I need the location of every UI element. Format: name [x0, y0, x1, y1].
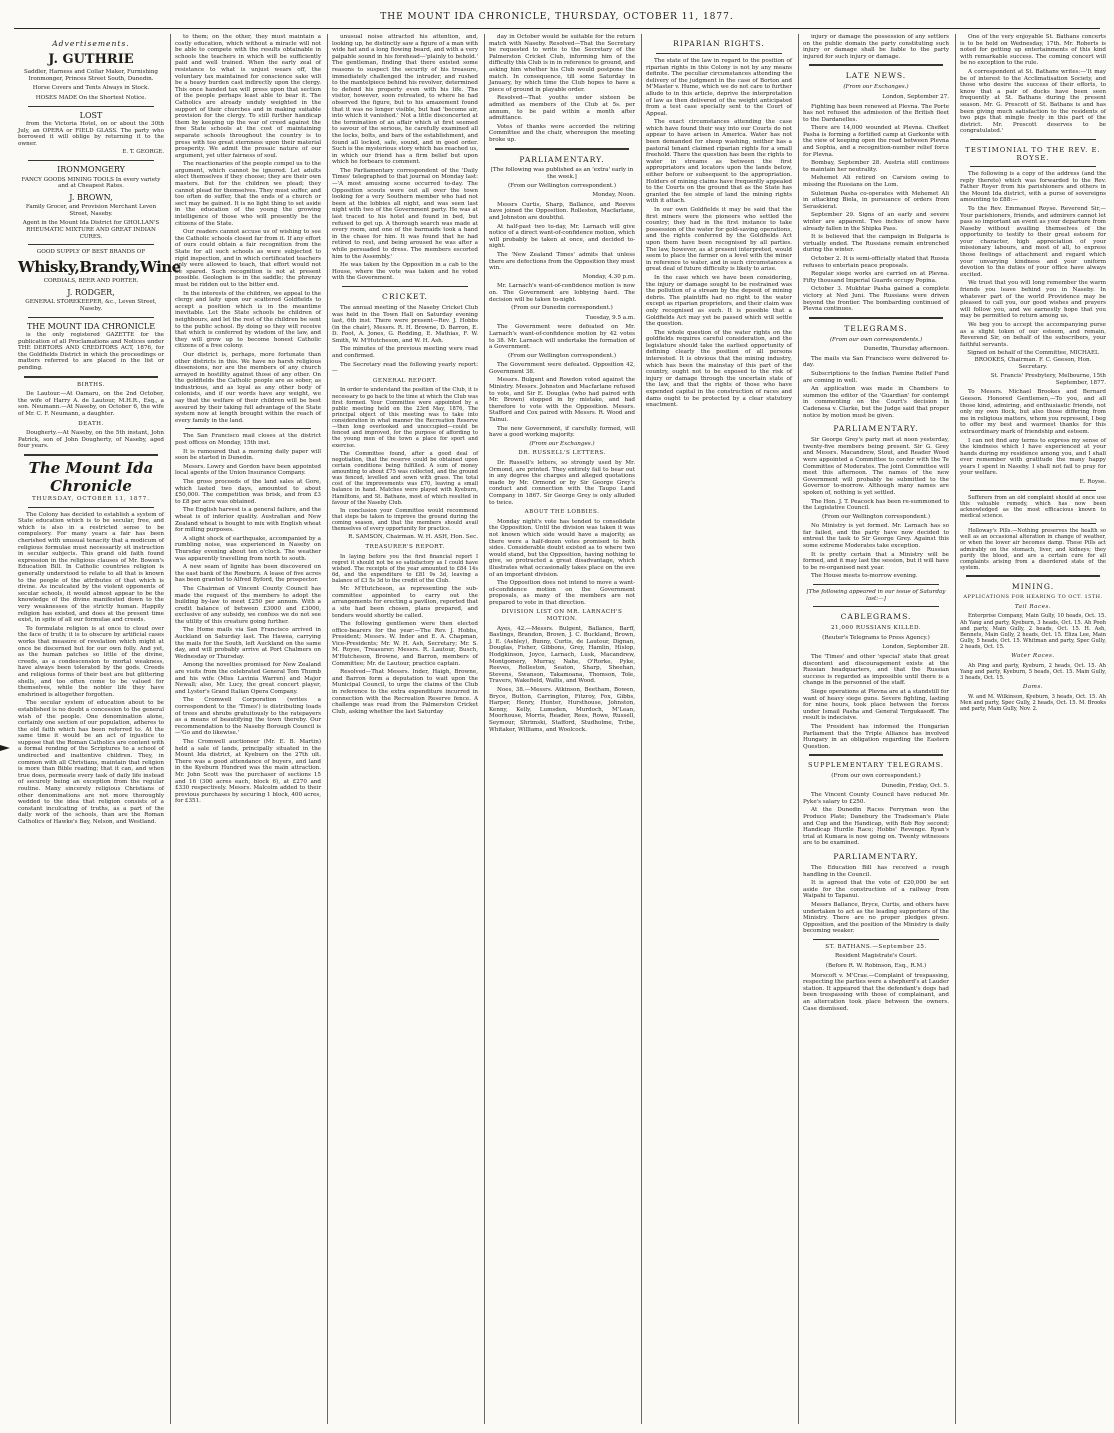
st-bathans-heading: ST. BATHANS.—September 25.	[825, 943, 927, 950]
divider	[28, 317, 154, 318]
late-news-date: London, September 27.	[882, 93, 949, 100]
supplementary-item: The Vincent County Council have reduced Mr. Pyke's salary to £250.	[803, 792, 949, 805]
testimonial-paragraph: We beg you to accept the accompanying purse as a slight token of our esteem, and remain, Reverend Sir, on behalf of the subscribers, your faithful servants.	[960, 322, 1106, 348]
report-paragraph: In order to understand the position of the Club, it is necessary to go back to the time at which the Club was first formed. Your Committee were appointed by a public meeting held on the 23rd May, 1876, The principal object of this meeting was to take into consideration in what manner the Recreation Reserve—then long overlooked and unoccupied—could be fenced and improved, for the purpose of affording to the young men of the town a place for sport and exercise.	[332, 387, 478, 449]
parliamentary-paragraph: The House meets to-morrow evening.	[811, 573, 918, 580]
ad-ironmongery-text3: Agent in the Mount Ida District for GHOLLAN'S RHEUMATIC MIXTURE AND GREAT INDIAN CURES.	[22, 220, 160, 240]
double-divider	[495, 148, 629, 150]
news-item: The Cromwell auctioneer (Mr. E. B. Martin) held a sale of lands, principally situated in the Mount Ida district, at Kyeburn on the 27th ult. There was a good attendance of buyers, and land in the Kyeburn Hundred was the main attraction. Mr. John Scott was the purchaser of sections 15 and 16 (300 acres each, block 6), at £270 and £330 respectively. Messrs. Malcolm added to their previous purchases by securing 1 block, 400 acres, for £351.	[175, 738, 321, 805]
parliamentary-paragraph: Messrs Curtis, Sharp, Ballance, and Reeves have joined the Opposition. Rolleston, Macfarlane, and Johnston are doubtful.	[489, 201, 635, 222]
parliamentary-note: [The following was published as an 'extra' early in the week.]	[490, 167, 634, 181]
riparian-paragraph: In our own Goldfields it may be said that the first miners were the pioneers who settled the country; they had in the first instance to take possession of the water for gold-saving operations, and the rights conferred by the Goldfields Act upon them have been recognised by all parties. The law, however, as at present interpreted, would seem to place the farmer on a level with the miner in reference to water, and in such circumstances a great deal of future difficulty is likely to arise.	[646, 207, 792, 273]
ad-pills: Holloway's Pills.—Nothing preserves the health so well as an occasional alteration in change of weather, or when the lower air becomes damp. These Pills act admirably on the stomach, liver, and kidneys; they purify the blood, and are a certain cure for all complaints arising from a disordered state of the system.	[960, 528, 1106, 571]
news-item: The Home mails via San Francisco arrived in Auckland on Saturday last. The Hawea, carrying the mails for the South, left Auckland on the same day, and will probably arrive at Port Chalmers on Wednesday or Thursday.	[175, 627, 321, 660]
column-6	[803, 34, 949, 1424]
ad-spirits-text2: GENERAL STOREKEEPER, &c., Leven Street, Naseby.	[25, 299, 157, 312]
cablegrams-subhead: 21,000 RUSSIANS KILLED.	[830, 625, 922, 632]
russell-heading: DR. RUSSELL'S LETTERS.	[518, 450, 606, 457]
parliamentary-paragraph: The 'New Zealand Times' admits that unless there are defections from the Opposition they must win.	[489, 251, 635, 272]
saturday-note: [The following appeared in our issue of Saturday last:—]	[806, 589, 946, 602]
section-title-testimonial: TESTIMONIAL TO THE REV. E. ROYSE.	[965, 145, 1101, 162]
mining-subhead: APPLICATIONS FOR HEARING TO OCT. 15TH.	[963, 593, 1103, 600]
column-rule	[798, 34, 799, 1424]
pointing-hand-icon	[0, 745, 10, 751]
head-rule	[14, 28, 1100, 29]
treasurer-heading: TREASURER'S REPORT.	[365, 543, 445, 550]
column-3	[332, 34, 478, 1424]
division-heading: DIVISION LIST ON MR. LARNACH'S MOTION.	[501, 609, 623, 623]
divider	[813, 939, 939, 940]
parliamentary-source: (From our Wellington correspondent.)	[821, 513, 931, 520]
leader-paragraph: In the interests of the children, we appeal to the clergy and laity upon our scattered Goldfields to accept a position which is in the meantime inevitable. Let the State schools be children of neighbours, and let the rest of the children be sent to the public school. By doing so they will receive that which is conferred by wisdom of the law, and they will grow up to become honest Catholic citizens of a free colony.	[175, 290, 321, 350]
riparian-paragraph: injury or damage the possession of any settlers on the public domain the party constituting such injury or damage shall be liable to the party injured for such injury or damage.	[803, 34, 949, 60]
divider	[970, 166, 1096, 167]
ad-ironmongery-head: IRONMONGERY	[57, 165, 125, 175]
parliamentary-date: Monday, Noon.	[592, 192, 635, 199]
parliamentary-paragraph: Sir George Grey's party met at noon yesterday, twenty-five members being present. Sir G. Grey and Messrs. Macandrew, Stout, and Reader Wood were appointed a Committee to confer with the Te Committee of Moderates. The joint Committee will meet this afternoon. The names of the new Government will probably be submitted to the Governor to-morrow. Although many names are spoken of, nothing is yet settled.	[803, 437, 949, 496]
late-news-item: September 29. Signs of an early and severe winter are apparent. Two inches of snow have already fallen in the Shipka Pass.	[803, 212, 949, 232]
column-2	[175, 34, 321, 1424]
cablegrams-source: (Reuter's Telegrams to Press Agency.)	[822, 634, 930, 641]
parliamentary-paragraph: The new Government, if carefully formed, will have a good working majority.	[489, 425, 635, 439]
report-paragraph: In conclusion your Committee would recommend that steps be taken to improve the ground during the coming season, and that the members should avail themselves of every opportunity for practice.	[332, 507, 478, 533]
supplementary-item: At the Dunedin Races Ferryman won the Produce Plate; Danebury the Tradesman's Plate and Cup and the Handicap, with Rob Roy second; Handicap Hurdle Race; Hobbs' Revenge. Ryan's trial at Kumara is now going on. Twenty witnesses are to be examined.	[803, 807, 949, 847]
divider	[970, 139, 1096, 140]
supplementary-source: (From our own correspondent.)	[831, 773, 921, 780]
double-divider	[966, 575, 1100, 577]
divider	[28, 507, 154, 508]
parliamentary-paragraph: It is agreed that the vote of £20,000 be set aside for the construction of a railway from Waipahi to Tapanui.	[803, 880, 949, 900]
parliamentary-source: (From our Wellington correspondent.)	[507, 352, 617, 359]
reply-paragraph: I can not find any terms to express my sense of the kindness which I have experienced at your hands during my residence among you, and I shall ever remember with gratitude the many happy years I spent in Naseby. I shall not fail to pray for your welfare.	[960, 437, 1106, 477]
ad-ironmongery-text: FANCY GOODS MINING TOOLS In every variety and at Cheapest Rates.	[21, 176, 161, 190]
lobbies-paragraph: The Opposition does not intend to move a want-of-confidence motion on the Government proposals, as many of the members are not prepared to vote in that direction.	[489, 580, 635, 606]
running-head: THE MOUNT IDA CHRONICLE, THURSDAY, OCTOBER 11, 1877.	[380, 12, 734, 22]
lobbies-heading: ABOUT THE LOBBIES.	[524, 509, 600, 516]
ad-spirits-big: Whisky,Brandy,Wine	[18, 257, 181, 276]
late-news-item: Regular siege works are carried on at Plevna. Fifty thousand Imperial Guards occupy Popina.	[803, 271, 949, 284]
parliamentary-date: Monday, 4.30 p.m.	[582, 273, 635, 280]
testimonial-signature: Signed on behalf of the Committee, MICHAEL BROOKES, Chairman. F. C. Geeson, Hon. Secretary.	[967, 350, 1099, 370]
reply-paragraph: To Messrs. Michael Brookes and Bernard Geeson. Honored Gentlemen,—To you, and all those kind, admiring, and enthusiastic friends, not only my own flock, but also those differing from me in religious matters, whom you represent, I beg to offer my best and warmest thanks for this extraordinary mark of friendship and esteem.	[960, 389, 1107, 435]
parliamentary-paragraph: At half-past two to-day, Mr. Larnach will give notice of a direct want-of-confidence motion, which will probably be taken at once, and decided to-night.	[489, 223, 635, 250]
ad-guthrie-text3: HOSES MADE On the Shortest Notice.	[35, 95, 147, 102]
news-item: The San Francisco mail closes at the district post offices on Monday, 15th inst.	[175, 433, 321, 447]
section-title-late-news: LATE NEWS.	[845, 71, 907, 81]
divider	[342, 286, 468, 287]
parliamentary-paragraph: The Education Bill has received a rough handling in the Council.	[803, 864, 949, 878]
cablegram-item: The 'Times' and other 'special' state that great discontent and discouragement exists at the Russian headquarters, and that the Russian success is regarded as impossible until there is a change in the personnel of the staff.	[803, 653, 949, 687]
parliamentary-paragraph: No Ministry is yet formed. Mr. Larnach has so far failed, and the party have now decided to entreat the task to Sir George Grey. Against this some extreme Moderates take exception.	[803, 523, 949, 550]
parliamentary-paragraph: It is pretty certain that a Ministry will be formed, and it may last the session, but it will have to be re-organised next year.	[803, 551, 949, 571]
column-rule	[327, 34, 328, 1424]
cablegrams-date: London, September 28.	[882, 644, 949, 651]
exchanges-heading: (From our Exchanges.)	[529, 440, 595, 447]
division-ayes: Ayes, 42.—Messrs. Bulgent, Ballance, Barff, Bastings, Brandon, Brown, J. C. Buckland, Brown, J. E. (Ashley), Bunny, Curtis, de Lautour, Dignan, Douglas, Fisher, Gibbons, Grey, Hamlin, Hislop, Hodgkinson, Joyce, Larnach, Lusk, Macandrew, Montgomery, Murray, Nahe, O'Rorke, Pyke, Reeves, Rolleston, Seaton, Sharp, Sheehan, Stevens, Swanson, Takamoana, Thomson, Tole, Travers, Wakefield, Wallis, and Wood.	[489, 625, 635, 685]
riparian-paragraph: The whole question of the water rights on the goldfields requires careful consideration, and the legislature should take the earliest opportunity of defining clearly the position of all persons interested. It is obvious that the mining industry, which has been the mainstay of this part of the country, ought not to be exposed to the risk of injury or damage through the uncertain state of the law, and that the rights of those who have expended capital in the construction of races and dams ought to be protected by a clear statutory enactment.	[646, 329, 792, 409]
double-divider	[809, 64, 943, 66]
column-7	[960, 34, 1106, 1424]
section-title-parliamentary-2: PARLIAMENTARY.	[833, 424, 919, 434]
section-title-supplementary: SUPPLEMENTARY TELEGRAMS.	[807, 761, 944, 770]
st-bathans-before: (Before R. W. Robinson, Esq., R.M.)	[825, 963, 927, 970]
telegrams-source: (From our own correspondents.)	[829, 336, 923, 343]
news-item: The English harvest is a general failure, and the wheat is of inferior quality. Australian and New Zealand wheat is bought to mix with English wheat for milling purposes.	[175, 507, 321, 534]
double-divider	[24, 376, 158, 378]
telegram-item: The mails via San Francisco were delivered to-day.	[803, 355, 949, 369]
births-text: De Lautour.—At Oamaru, on the 2nd October, the wife of Harry A. de Lautour, M.H.R., Esq., a son. Neumann.—At Naseby, on October 6, the wife of Mr. C. F. Neumann, a daughter.	[18, 391, 164, 417]
report-signature: R. SAMSON, Chairman. W. H. ASH, Hon. Sec.	[348, 534, 478, 541]
treasurer-paragraph: In laying before you the first financial report I regret it should not be so satisfactory as I could have wished. The receipts of the year amounted to £84 14s 6d, and the expenditure to £81 9s 3d, leaving a balance of £3 5s 3d to the credit of the Club.	[332, 553, 478, 585]
testimonial-paragraph: We trust that you will long remember the warm friends you leave behind you in Naseby. In whatever part of the world Providence may be pleased to call you, our good wishes and prayers will follow you, and we earnestly hope that you may be permitted to return among us.	[960, 280, 1106, 320]
news-item: Messrs. Lowry and Gordon have been appointed local agents of the Union Insurance Company.	[175, 463, 321, 477]
double-divider	[24, 454, 158, 456]
late-news-item: Mehemet Ali retired on Carsiom owing to missing the Russians on the Lom.	[803, 175, 949, 189]
column-rule	[170, 34, 171, 1424]
news-item: The gross proceeds of the land sales at Gore, which lasted two days, amounted to about £50,000. The competition was brisk, and from £3 to £8 per acre was obtained.	[175, 479, 321, 505]
divider	[813, 584, 939, 585]
section-title-parliamentary-3: PARLIAMENTARY.	[833, 851, 919, 861]
report-heading: GENERAL REPORT.	[372, 377, 438, 384]
ad-spirits-text: CORDIALS, BEER AND PORTER.	[43, 278, 139, 285]
column-rule	[484, 34, 485, 1424]
st-bathans-court: Resident Magistrate's Court.	[835, 953, 917, 960]
divider	[813, 606, 939, 607]
parliamentary-paragraph: Mr. Larnach's want-of-confidence motion is now on. The Government are lobbying hard. The decision will be taken to-night.	[489, 283, 635, 303]
late-news-item: It is believed that the campaign in Bulgaria is virtually ended. The Russians remain entrenched during the winter.	[803, 234, 949, 254]
ad-lost-signature: E. T. GEORGE.	[122, 149, 164, 156]
column-1	[18, 34, 181, 1424]
parliamentary-date: Tuesday, 9.5 a.m.	[585, 314, 635, 321]
news-item: One of the very enjoyable St. Bathans concerts is to be held on Wednesday, 17th. Mr. Roberts is noted for getting up entertainments of this kind with remarkable success. The coming concert will be no exception to the rule.	[960, 34, 1106, 67]
late-news-item: October 3. Mukhtar Pasha gained a complete victory at Ned Juni. The Russians were driven beyond the frontier. The bombarding continued of Plevna continues.	[803, 286, 949, 313]
leader-paragraph: The reactionaries of the people compel us to the argument, which cannot be ignored. Let adults elect themselves if they choose; they are their own masters. But for the children we plead; they cannot plead for themselves. They must suffer, and too often do suffer, that the ends of a church or sect may be gained. It is no light thing to set aside in the education of the young the growing intelligence of those who will presently be the citizens of the State.	[175, 161, 321, 227]
news-item: A slight shock of earthquake, accompanied by a rumbling noise, was experienced in Naseby on Thursday evening about ten o'clock. The weather was apparently travelling from north to south.	[175, 535, 321, 562]
death-heading: DEATH.	[78, 420, 104, 427]
news-paragraph: He was taken by the Opposition in a cab to the House, where the vote was taken and he voted with the Government.	[332, 262, 478, 282]
double-divider	[809, 754, 943, 756]
divider	[656, 53, 782, 54]
cricket-paragraph: The annual meeting of the Naseby Cricket Club was held in the Town Hall on Saturday evening last, 6th inst. There were present—Rev. J. Hobbs (in the chair), Messrs. R. H. Browne, D. Barron, E. D. Foot, A. Jones, G. Redding, E. Mathias, F. W. Smith, W. M'Hutcheson, and W. H. Ash.	[332, 304, 478, 344]
mining-dams: Dams.	[1022, 684, 1044, 691]
division-noes: Noes, 38.—Messrs. Atkinson, Beetham, Bowen, Bryce, Button, Carrington, Fitzroy, Fox, Gibbs, Harper, Henry, Hunter, Hursthouse, Johnston, Kenny, Kelly, Lumsden, Murdoch, M'Lean, Moorhouse, Morris, Reader, Rees, Rowe, Russell, Seymour, Shrimski, Stafford, Studholme, Tribe, Whitaker, Williams, and Woolcock.	[489, 687, 635, 733]
ad-guthrie-text2: Horse Covers and Tents Always in Stock.	[32, 85, 150, 92]
column-4	[489, 34, 635, 1424]
ad-ironmongery-name: J. BROWN,	[69, 192, 113, 202]
ad-chronicle-text: is the only registered GAZETTE for the publication of all Proclamations and Notices under THE DEBTORS AND CREDITORS ACT, 1876, for the Goldfields District in which the proceedings or matters referred to are placed in the list or pending.	[18, 332, 164, 371]
mining-water-races: Water Races.	[1011, 653, 1055, 660]
births-heading: BIRTHS.	[77, 381, 105, 388]
leader-paragraph: Our district is, perhaps, more fortunate than other districts in this. We have no harsh religious dissensions, nor are the members of any church arrayed in hostility against those of any other. On the goldfields the Catholic people are as sober, as industrious, and as loyal as any other body of colonists, and if our words have any weight, we say that the welfare of their children will be best assured by their taking full advantage of the State system now at length brought within the reach of every family in the land.	[175, 351, 321, 424]
late-news-item: There are 14,000 wounded at Plevna. Chefket Pasha is forming a fortified camp at Gurkonte with the view of keeping open the road between Plevna and Sophia, and a recognition-number relief force for Plevna.	[803, 125, 949, 158]
divider	[970, 523, 1096, 524]
parliamentary-paragraph: The Government were defeated. Opposition 42, Government 38.	[489, 362, 635, 375]
parliamentary-paragraph: The Government were defeated on Mr. Larnach's want-of-confidence motion by 42 votes to 38. Mr. Larnach will undertake the formation of a Government.	[489, 324, 635, 351]
cricket-paragraph: Resolved—That youths under sixteen be admitted as members of the Club at 5s. per annum, to be paid within a month after admittance.	[489, 95, 635, 122]
leader-paragraph: to them; on the other, they must maintain a costly education, which without a miracle will not be able to compete with the results obtainable in schools the teachers in which will be sufficiently paid and well trained. When the early zeal of resistance to what is unjust wears off, the voluntary tax maintained for conscience sake will be a heavy burden cast indirectly upon the clergy. This once handed tax will press upon that section of the people perhaps least able to bear it. The Catholics are already unduly weighted in the support of their churches and in making suitable provision for the clergy. To still further handicap them by keeping up the war of creed against the free State schools at the cost of maintaining separate schools throughout the country is to press with too great sternness upon their material prosperity. We admit the prosaic nature of our argument, yet utter fairness of soul.	[175, 34, 321, 159]
mining-list: Ah Ping and party, Kyeburn, 2 heads, Oct. 15. Ah Yang and party, Kyeburn, 5 heads, Oct. 15. Main Gully, 3 heads, Oct. 15.	[960, 662, 1106, 682]
divider	[28, 244, 154, 245]
late-news-source: (From our Exchanges.)	[843, 84, 909, 91]
ad-lost-text: from the Victoria Hotel, on or about the 30th July, an OPERA or FIELD GLASS. The party who borrowed it will oblige by returning it to the owner.	[18, 121, 164, 147]
telegram-item: An application was made in Chambers to summon the editor of the 'Guardian' for contempt in commenting on the Court's decision in Cadenesa v. Clarke, but the Judge said that proper notice by motion must be given.	[803, 386, 949, 419]
dateline: THURSDAY, OCTOBER 11, 1877.	[32, 496, 150, 503]
cricket-paragraph: Votes of thanks were accorded the retiring Committee and the chair, whereupon the meeting broke up.	[489, 123, 635, 143]
ad-guthrie-text: Saddler, Harness and Collar Maker, Furnishing Ironmonger, Princes Street South, Dunedin.	[23, 69, 159, 82]
divider	[185, 428, 311, 429]
riparian-paragraph: The state of the law in regard to the position of riparian rights in this Colony is not by any means definite. The peculiar circumstances attending the delivery of the judgment in the case of Borton and M'Master v. Hume, which we do not care to further allude to in this article, deprive the interpretation of law as then delivered of the weight anticipated from a test case specially sent to the Court of Appeal.	[646, 57, 793, 117]
parliamentary-source: (From our Dunedin correspondent.)	[511, 305, 613, 312]
mining-list: W. and M. Wilkinson, Kyeburn, 3 heads, Oct. 15. Ah Men and party, Spec Gully, 2 heads, Oct. 15. M. Brooks and party, Main Gully, Nov. 2.	[960, 693, 1106, 713]
news-item: The Chairman of Vincent County Council has made the request of the members to adopt the building by-law to meet £250 per annum. With a credit balance of between £3000 and £3000, exclusive of any subsidy, we confess we do not see the utility of this creature going further.	[175, 585, 321, 625]
newspaper-title: The Mount Ida Chronicle	[28, 458, 154, 495]
cricket-paragraph: Resolved—That Messrs. Inder, Haigh, Browne, and Barron form a deputation to wait upon the Municipal Council, to urge the claims of the Club in reference to the extra expenditure incurred in connection with the Recreation Reserve fence. A challenge was read from the Palmerston Cricket Club, asking whether the last Saturday	[332, 669, 478, 715]
news-item: The Cromwell Corporation (writes a correspondent to the 'Times') is distributing loads of trees and shrubs gratuitously to the ratepayers as a means of beautifying the town thereby. Our recommendation to the Naseby Borough Council is—'Go and do likewise.'	[175, 697, 321, 737]
cricket-paragraph: The Secretary read the following yearly report:—	[332, 361, 478, 375]
cricket-paragraph: day in October would be suitable for the return match with Naseby. Resolved—That the Secretary be requested to write to the Secretary of the Palmerston Cricket Club, informing him of the difficulty this Club is in in reference to ground, and asking him whether his Club would postpone the match. In consequence, till some Saturday in January, by which time the Club hopes to have a piece of ground in playable order.	[489, 34, 635, 93]
parliamentary-paragraph: Messrs Ballance, Bryce, Curtis, and others have undertaken to act as the leading supporters of the Ministry. There are no proper pledges given. Opposition, and the position of the Ministry is daily becoming weaker.	[803, 901, 949, 935]
late-news-item: Bombay, September 28. Austria still continues to maintain her neutrality.	[803, 160, 949, 173]
section-title-mining: MINING.	[1011, 582, 1055, 592]
section-title-riparian: RIPARIAN RIGHTS.	[673, 39, 765, 48]
telegrams-date: Dunedin, Thursday afternoon.	[863, 346, 949, 353]
st-bathans-item: Morscoft v. M'Crae.—Complaint of trespassing, respecting the parties were a shepherd's at Lauder station. It appeared that the defendant's dogs had been trespassing with those of complainant, and an altercation took place between the owners. Case dismissed.	[803, 972, 949, 1012]
ad-cure: Sufferers from an old complaint should at once use this valuable remedy, which has now been acknowledged as the most efficacious known to medical science.	[960, 494, 1106, 520]
divider	[28, 160, 154, 161]
leader-paragraph: The secular system of education about to be established is no doubt a concession to the general wish of the people. One denomination alone, certainly one section of our population, adheres to the old faith which has been referred to. At the same time it would be an act of injustice to suppose that the Roman Catholics are content with a formal rending of the Scriptures to a school of undirected and inattentive children. They, in common with all Christians, maintain that religion is more than Bible reading; that it can, and when true does, permeate every task of daily life instead of securely being an exception from the regular routine. Many sincerely religious Christians of other denominations are not more thoroughly wedded to the idea that religion consists of a constant inculcating of truths, as a part of the daily work of the schools, than are the Roman Catholics of Hawke's Bay, Nelson, and Westland.	[18, 700, 164, 825]
supplementary-date: Dunedin, Friday, Oct. 5.	[881, 782, 949, 789]
leader-paragraph: Our readers cannot accuse us of wishing to see the Catholic schools closed far from it. If any effort of ours could obtain a fair recognition from the State for all such schools as were subjected to rigid inspection, and in which certificated teachers only were allowed to teach, that effort would not be spared. Such recognition is not at present possible. Geologism is in the saddle; the phrenzy must be ridden out to the bitter end.	[175, 229, 321, 288]
mining-tail-races: Tail Races.	[1014, 603, 1052, 610]
ad-spirits-name: J. RODGER,	[67, 287, 115, 297]
mining-list: Enterprise Company, Main Gully, 10 heads, Oct. 15. Ah Yang and party, Kyeburn, 3 heads, Oct. 15. Ah Pooh and party, Main Gully, 2 heads, Oct. 15. H. Ash, Bennets, Main Gully, 2 heads, Oct. 15. Eliza Lee, Main Gully, 5 heads, Oct. 15. Whitman and party, Spec Gully, 2 heads, Oct. 15.	[960, 613, 1106, 651]
death-text: Dougherty.—At Naseby, on the 5th instant, John Patrick, son of John Dougherty, of Naseby, aged four years.	[18, 430, 164, 450]
parliamentary-source: (From our Wellington correspondent.)	[507, 182, 617, 189]
parliamentary-paragraph: The Hon. J. T. Peacock has been re-summoned to the Legislative Council.	[803, 498, 949, 512]
cricket-paragraph: Mr. M'Hutcheson, as representing the sub-committee appointed to carry out the arrangements for erecting a pavilion, reported that a site had been chosen, plans prepared, and tenders would shortly be called.	[332, 586, 478, 619]
reply-heading: St. Francis' Presbytery, Melbourne, 15th September, 1877.	[990, 373, 1106, 386]
leader-paragraph: To formulate religion is at once to cloud over the face of truth; it is to obscure by artificial cases works that measure of revelation which might at once be discerned but for our own folly. And yet, as the human patches so little of the divine, creeds, as a condescension to mortal weakness, have always been tolerated by the gods. Creeds and religious forms of their best are but glittering shells, and too often come to be valued for themselves, while the nobler life they have enshrined is altogether forgotten.	[18, 625, 164, 698]
news-item: Among the novelties promised for New Zealand are visits from the celebrated General Tom Thumb and his wife (Miss Lavinia Warren) and Major Newall; also, Mr. Lucy, the great concert player, and Lyster's Grand Italian Opera Company.	[175, 662, 321, 695]
section-title-parliamentary: PARLIAMENTARY.	[519, 154, 605, 164]
ad-lost-head: LOST	[79, 110, 103, 120]
double-divider	[809, 317, 943, 319]
news-item: A new seam of lignite has been discovered on the east bank of the Rowburn. A lease of five acres has been granted to Alfred Byford, the prospector.	[175, 564, 321, 584]
column-5	[646, 34, 792, 1424]
cablegram-item: The President has informed the Hungarian Parliament that the Triple Alliance has involved Hungary in an obligation regarding the Eastern Question.	[803, 723, 949, 750]
riparian-paragraph: The exact circumstances attending the case which have found their way into our Courts do not appear to have arisen in America. Water has not been demanded for sheep washing, neither has a pastoral tenant claimed riparian rights for a small freehold. There the question has been the rights to water in streams as between the first appropriators and locators upon the lands below, either before or subsequent to the appropriation. Holders of mining claims have frequently appealed to the Courts on the ground that as the State has granted the fee simple of land the mining rights with it attach.	[646, 119, 792, 205]
testimonial-paragraph: The following is a copy of the address (and the reply thereto) which was forwarded to the Rev. Father Royer from his parishioners and others in the Mount Ida district, with a purse of sovereigns amounting to £88:—	[960, 170, 1106, 204]
cricket-paragraph: The following gentlemen were then elected office-bearers for the year:—The Rev. J. Hobbs, President; Messrs. W. Inder and E. A. Chapman, Vice-Presidents; Mr. W. H. Ash, Secretary; Mr. S. M. Royse, Treasurer; Messrs. R. Lautour, Busch, M'Hutcheson, Browne, and Barron, members of Committee; Mr. de Lautour, practice captain.	[332, 621, 478, 667]
ad-spirits-head: GOOD SUPPLY OF BEST BRANDS OF	[36, 249, 146, 256]
news-paragraph: unusual noise attracted his attention, and, looking up, he distinctly saw a figure of a man with wide hat and a long flowing beard, and with a very palpable sound in his forehead—'plainly to behold.' The gentleman, finding that there existed some reasons to suspect the security of his treasure, immediately challenged the intruder, and rushed to the mantelpiece behind his revolver, determined to defend his property even with his life. The visitor, however, soon retreated, to where he had observed the figure, but to his amazement found that it was no longer visible, but had 'become air, into which it vanished.' Not a little disconcerted at the termination of an affair which at first seemed to savour of the serious, he carefully examined all the locks, bolts, and bars of the establishment, and found all locked, safe, sound, and in good order. Such is the mysterious story which has reached us, in which our friend has a firm belief but upon which he forbears to comment.	[332, 34, 478, 166]
late-news-item: Suleiman Pasha co-operates with Mehemet Ali in attacking Biela, in pursuance of orders from Seraskierat.	[803, 190, 949, 210]
news-paragraph: The Parliamentary correspondent of the 'Daily Times' telegraphed to that journal on Monday last:—'A most amusing scene occurred to-day. The Opposition scouts were out all over the town looking for a very Southern member who had not been at the lobbies all night, and was seen last night with two of the Government party. He was at last traced to his hotel and found in bed, but refused to get up. A thorough search was made at every room, and one of the barmaids took a hand in the chase for him. It was found that he had retired to rest, and being aroused he was after a while persuaded to dress. The members escorted him to the Assembly.'	[332, 167, 478, 260]
leader-paragraph: The Colony has decided to establish a system of State education which is to be secular, free, and which is also in a restricted sense to be compulsory. For many years a fair has been cherished with unusual tenacity that a modicum of religious formulae must necessarily sit instruction in secular subjects. This grand old faith found expression in the religious clauses of Mr. Bowen's Education Bill. In Catholic countries religion is generally understood to relate to all that is known to the people of the attributes of that which is divine. As inculcated by the violent opponents of secular schools, it would almost appear to be the knowledge of the divine manifested down to the very weaknesses of the strictly human. Happily religion has existed, and does at the present time exist, in spite of all our formulae and creeds.	[18, 511, 164, 624]
late-news-item: October 2. It is semi-officially stated that Russia refuses to entertain peace proposals.	[803, 255, 949, 269]
testimonial-paragraph: To the Rev. Emmanuel Royse. Reverend Sir,—Your parishioners, friends, and admirers cannot let pass so important an event as your departure from Naseby without availing themselves of the opportunity to testify to their great esteem for your character, high appreciation of your missionary labours, and most of all, to express those feelings of attachment and regard which your unvarying kindness and your uniform devotion to the duties of your office have always excited.	[960, 205, 1106, 278]
column-rule	[955, 34, 956, 1424]
divider	[970, 490, 1096, 491]
section-title-telegrams: TELEGRAMS.	[844, 323, 908, 333]
news-item: A correspondent at St. Bathans writes:—'It may be of interest to the Acclimatisation Society, and those who desire the success of their efforts, to know that a pair of ducks have been seen frequently at St. Bathans during the present season. Mr. G. Prescott of St. Bathans is and has been giving much satisfaction to the residents of two pigs that mingle freely in this part of the district. Mr. Prescott deserves to be congratulated.'	[960, 68, 1106, 135]
report-paragraph: The Committee found, after a good deal of negotiation, that the reserve could be obtained upon certain conditions being fulfilled. A sum of money amounting to about £75 was collected, and the ground was fenced, levelled and sown with grass. The total cost of the improvements was £70, leaving a small balance in hand. Matches were played with Kyeburn, Hamiltons, and St. Bathans, most of which resulted in favour of the Naseby Club.	[332, 450, 478, 506]
lobbies-paragraph: Monday night's vote has tended to consolidate the Opposition. Until the division was taken it was not known which side would have a majority, as there were a half-dozen votes promised to both sides. Considerable doubt existed as to where two would stand, but the Opposition, having nothing to give, so protracted a great disadvantage, which illustrates what occasionally takes place on the eve of an important division.	[489, 518, 635, 578]
reply-signature: E. Royse.	[1079, 479, 1106, 486]
section-title-cricket: CRICKET.	[382, 291, 428, 301]
section-title-advertisements: Advertisements.	[52, 39, 130, 48]
section-title-cablegrams: CABLEGRAMS.	[840, 612, 912, 622]
riparian-paragraph: In the case which we have been considering, the injury or damage sought to be restrained was the pollution of a stream by the deposit of mining debris. The plaintiffs had no right to the water except as riparian proprietors, and their claim was only recognised as such. It is possible that a Goldfields Act may yet be passed which will settle the question.	[646, 274, 792, 328]
russell-paragraph: Dr. Russell's letters, so strongly used by Mr. Ormond, are printed. They entirely fail to bear out in any degree the charges and alleged quotations made by Mr. Ormond or by Sir George Grey's conduct and connection with the Taupo Land Company in 1867. Sir George Grey is only alluded to twice.	[489, 460, 635, 506]
divider	[28, 106, 154, 107]
telegram-item: Subscriptions to the Indian Famine Relief Fund are coming in well.	[803, 371, 949, 384]
cablegram-item: Siege operations at Plevna are at a standstill for want of heavy siege guns. Severe fighting, lasting for nine hours, took place between the forces under Ismail Pasha and General Tergukasoff. The result is indecisive.	[803, 688, 949, 722]
column-rule	[641, 34, 642, 1424]
late-news-item: Fighting has been renewed at Plevna. The Porte has not refused the admission of the British fleet to the Dardanelles.	[803, 103, 949, 123]
ad-chronicle-head: THE MOUNT IDA CHRONICLE	[26, 321, 156, 331]
ad-guthrie-name: J. GUTHRIE	[48, 51, 134, 67]
parliamentary-paragraph: Messrs. Bulgent and Rowdon voted against the Ministry. Messrs. Johnston and Macfarlane refused to vote, and Sir E. Douglas (who had paired with Mr. Brown) stopped in by mistake, and had therefore to vote with the Opposition. Messrs. Stafford and Cox paired with Messrs. R. Wood and Tainui.	[489, 377, 635, 424]
ad-ironmongery-text2: Family Grocer, and Provision Merchant Leven Street, Naseby.	[25, 204, 157, 217]
news-item: It is rumoured that a morning daily paper will soon be started in Dunedin.	[175, 448, 321, 462]
cricket-paragraph: The minutes of the previous meeting were read and confirmed.	[332, 346, 478, 360]
